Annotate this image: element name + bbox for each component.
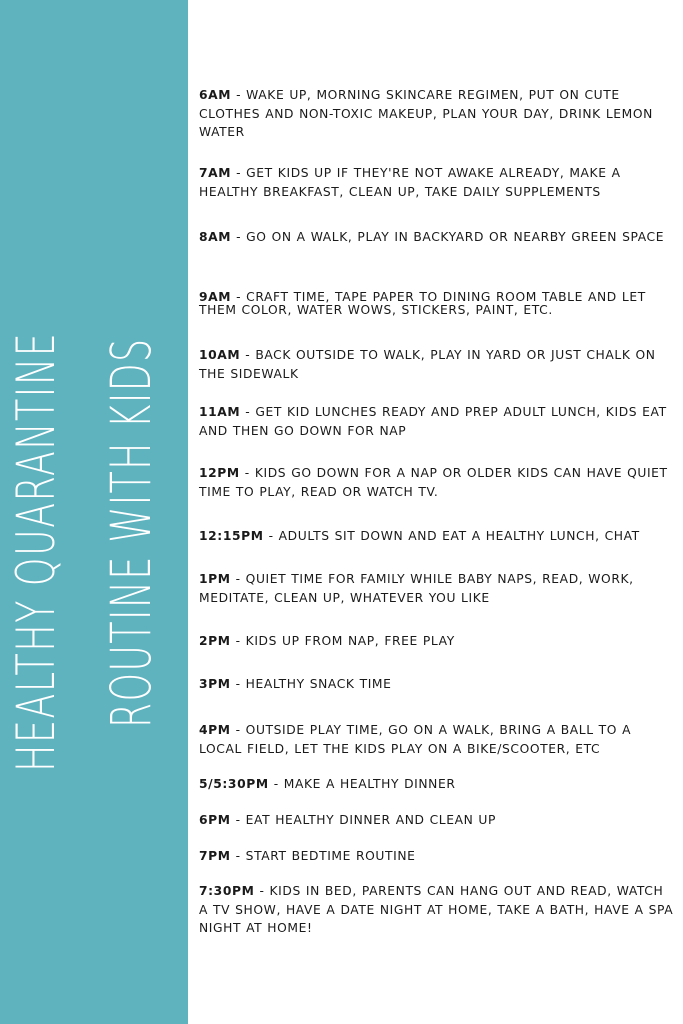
- entry-text: - KIDS IN BED, PARENTS CAN HANG OUT AND READ, WATCH A TV SHOW, HAVE A DATE NIGHT AT HOME, TAKE A BATH, HAVE A SPA NIGHT AT HOME!: [199, 884, 674, 935]
- title-sidebar: [0, 0, 188, 1024]
- entry-time: 5/5:30PM: [199, 777, 269, 791]
- entry-text: - WAKE UP, MORNING SKINCARE REGIMEN, PUT ON CUTE CLOTHES AND NON-TOXIC MAKEUP, PLAN YOUR DAY, DRINK LEMON WATER: [199, 88, 653, 139]
- entry-time: 2PM: [199, 634, 231, 648]
- schedule-entry: [199, 775, 674, 794]
- entry-text: - START BEDTIME ROUTINE: [230, 849, 416, 863]
- schedule-entry: [199, 721, 674, 758]
- entry-text: - GET KID LUNCHES READY AND PREP ADULT LUNCH, KIDS EAT AND THEN GO DOWN FOR NAP: [199, 405, 667, 438]
- entry-text: - CRAFT TIME, TAPE PAPER TO DINING ROOM TABLE AND LET THEM COLOR, WATER WOWS, STICKERS, PAINT, ETC.: [199, 290, 646, 317]
- entry-text: - OUTSIDE PLAY TIME, GO ON A WALK, BRING A BALL TO A LOCAL FIELD, LET THE KIDS PLAY ON A BIKE/SCOOTER, ETC: [199, 723, 632, 756]
- entry-text: - BACK OUTSIDE TO WALK, PLAY IN YARD OR JUST CHALK ON THE SIDEWALK: [199, 348, 656, 381]
- entry-text: - MAKE A HEALTHY DINNER: [268, 777, 456, 791]
- title-line-1: HEALTHY QUARANTINE: [6, 331, 67, 772]
- schedule-entry: [199, 164, 674, 201]
- entry-time: 6AM: [199, 88, 232, 102]
- schedule-entry: [199, 847, 674, 866]
- entry-text: - KIDS GO DOWN FOR A NAP OR OLDER KIDS CAN HAVE QUIET TIME TO PLAY, READ OR WATCH TV.: [199, 466, 668, 499]
- schedule-entry: [199, 632, 674, 651]
- entry-text: - KIDS UP FROM NAP, FREE PLAY: [230, 634, 455, 648]
- schedule-entry: [199, 403, 674, 440]
- schedule-entry: [199, 291, 674, 317]
- schedule-entry: [199, 811, 674, 830]
- entry-time: 7:30PM: [199, 884, 255, 898]
- entry-time: 9AM: [199, 290, 232, 304]
- entry-time: 1PM: [199, 572, 231, 586]
- entry-time: 10AM: [199, 348, 241, 362]
- schedule-entry: [199, 86, 674, 142]
- entry-time: 12:15PM: [199, 529, 264, 543]
- schedule-entry: [199, 464, 674, 501]
- entry-time: 6PM: [199, 813, 231, 827]
- entry-time: 3PM: [199, 677, 231, 691]
- entry-text: - GET KIDS UP IF THEY'RE NOT AWAKE ALREADY, MAKE A HEALTHY BREAKFAST, CLEAN UP, TAKE DAILY SUPPLEMENTS: [199, 166, 621, 199]
- schedule-list: [199, 0, 674, 1024]
- schedule-entry: [199, 346, 674, 383]
- schedule-entry: [199, 228, 674, 247]
- title-line-2: ROUTINE WITH KIDS: [99, 337, 163, 728]
- schedule-entry: [199, 882, 674, 938]
- entry-time: 4PM: [199, 723, 231, 737]
- entry-time: 8AM: [199, 230, 232, 244]
- entry-text: - GO ON A WALK, PLAY IN BACKYARD OR NEARBY GREEN SPACE: [231, 230, 665, 244]
- schedule-entry: [199, 527, 674, 546]
- schedule-entry: [199, 570, 674, 607]
- schedule-entry: [199, 675, 674, 694]
- entry-time: 11AM: [199, 405, 241, 419]
- entry-text: - HEALTHY SNACK TIME: [230, 677, 392, 691]
- entry-text: - EAT HEALTHY DINNER AND CLEAN UP: [230, 813, 497, 827]
- entry-time: 7PM: [199, 849, 231, 863]
- entry-time: 12PM: [199, 466, 240, 480]
- entry-time: 7AM: [199, 166, 232, 180]
- entry-text: - ADULTS SIT DOWN AND EAT A HEALTHY LUNCH, CHAT: [263, 529, 640, 543]
- entry-text: - QUIET TIME FOR FAMILY WHILE BABY NAPS, READ, WORK, MEDITATE, CLEAN UP, WHATEVER YOU LIKE: [199, 572, 634, 605]
